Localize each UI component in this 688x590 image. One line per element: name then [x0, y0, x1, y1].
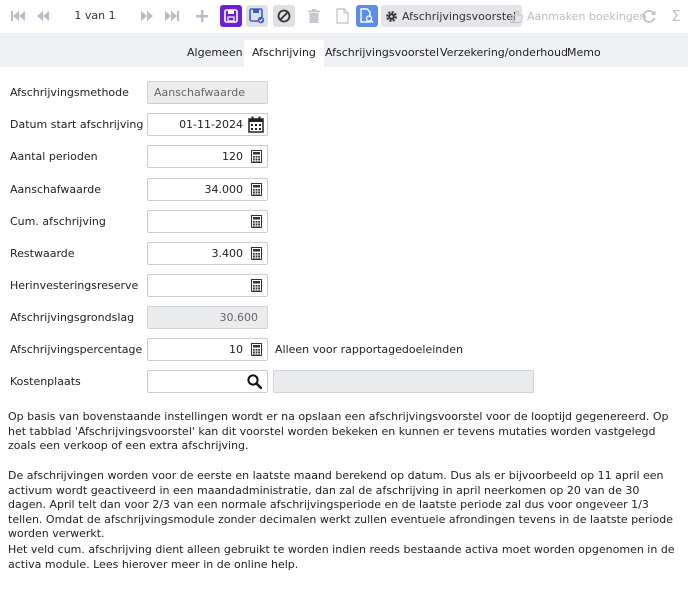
aanschafwaarde-value: 34.000: [204, 183, 243, 196]
kostenplaats-field[interactable]: [147, 370, 268, 393]
gear-icon: [385, 10, 398, 23]
kostenplaats-label: Kostenplaats: [10, 375, 81, 388]
cum-afschrijving-field[interactable]: [147, 210, 268, 233]
save-icon: [220, 5, 242, 27]
info-paragraph-1: Op basis van bovenstaande instellingen wordt er na opslaan een afschrijvingsvoorstel voor de looptijd gegenereerd. Op het tabblad 'Afschrijvingsvoorstel' kan dit voorstel worden bekeken en kunnen er tevens mutaties worden vastgelegd zoals een verkoop of een extra afschrijving.: [8, 410, 669, 453]
percentage-field[interactable]: [147, 338, 268, 361]
methode-label: Afschrijvingsmethode: [10, 86, 129, 99]
document-search-icon: [356, 5, 378, 27]
tab-bar: [0, 33, 688, 67]
herinvesteringsreserve-field[interactable]: [147, 274, 268, 297]
calculator-icon[interactable]: [251, 215, 262, 231]
afschrijvingsvoorstel-label: Afschrijvingsvoorstel: [402, 9, 517, 23]
percentage-note: Alleen voor rapportagedoeleinden: [275, 343, 463, 356]
record-pager: 1 van 1: [74, 9, 116, 22]
aantal-perioden-label: Aantal perioden: [10, 150, 98, 163]
cancel-button[interactable]: [273, 4, 295, 28]
info-paragraph-2: De afschrijvingen worden voor de eerste en laatste maand berekend op datum. Dus als er bijvoorbeeld op 11 april een activum wordt geactiveerd in een maandadministratie, dan zal de afschrijving in april neerkomen op 20 van de 30 dagen. April telt dan voor 2/3 van een normale afschrijvingsperiode en de laatste periode zal dus voor ongeveer 1/3 tellen. Omdat de afschrijvingsmodule zonder decimalen werkt zullen eventuele afrondingen tevens in de laatste periode worden verwerkt.: [8, 469, 673, 541]
document-search-button[interactable]: [356, 4, 378, 28]
add-icon[interactable]: [192, 4, 212, 28]
calculator-icon[interactable]: [251, 343, 262, 359]
toolbar: [0, 0, 688, 32]
calendar-icon[interactable]: [248, 116, 264, 136]
delete-icon[interactable]: [305, 4, 323, 28]
last-record-icon[interactable]: [162, 4, 182, 28]
tab-algemeen[interactable]: Algemeen: [187, 46, 243, 59]
calculator-icon[interactable]: [251, 247, 262, 263]
first-record-icon[interactable]: [8, 4, 28, 28]
grondslag-value: 30.600: [219, 311, 258, 324]
save-close-button[interactable]: [246, 4, 268, 28]
save-button[interactable]: [220, 4, 242, 28]
previous-record-icon[interactable]: [34, 4, 52, 28]
aantal-perioden-value: 120: [222, 150, 243, 163]
methode-value: Aanschafwaarde: [154, 86, 245, 99]
aanmaken-boekingen-label: Aanmaken boekingen: [527, 9, 647, 23]
refresh-icon[interactable]: [640, 4, 658, 28]
cancel-icon: [273, 5, 295, 27]
calculator-icon[interactable]: [251, 279, 262, 295]
search-icon[interactable]: [247, 374, 262, 392]
grondslag-label: Afschrijvingsgrondslag: [10, 311, 135, 324]
tab-afschrijvingsvoorstel[interactable]: Afschrijvingsvoorstel: [325, 46, 440, 59]
datum-start-field[interactable]: [147, 113, 268, 136]
sum-icon[interactable]: Σ: [671, 7, 681, 25]
percentage-label: Afschrijvingspercentage: [10, 343, 143, 356]
methode-field[interactable]: [147, 81, 268, 104]
herinvesteringsreserve-label: Herinvesteringsreserve: [10, 279, 139, 292]
restwaarde-value: 3.400: [211, 247, 243, 260]
calculator-icon[interactable]: [251, 183, 262, 199]
kostenplaats-description: [273, 370, 534, 393]
restwaarde-label: Restwaarde: [10, 247, 75, 260]
cum-afschrijving-label: Cum. afschrijving: [10, 215, 106, 228]
restwaarde-field[interactable]: [147, 242, 268, 265]
aantal-perioden-field[interactable]: [147, 145, 268, 168]
tab-afschrijving[interactable]: Afschrijving: [244, 40, 324, 67]
next-record-icon[interactable]: [138, 4, 156, 28]
info-paragraph-3: Het veld cum. afschrijving dient alleen gebruikt te worden indien reeds bestaande activa moet worden opgenomen in de activa module. Lees hierover meer in de online help.: [8, 543, 675, 571]
calculator-icon[interactable]: [251, 150, 262, 166]
afschrijvingsvoorstel-button[interactable]: [381, 5, 522, 27]
aanschafwaarde-field[interactable]: [147, 178, 268, 201]
document-icon[interactable]: [333, 4, 351, 28]
percentage-value: 10: [229, 343, 243, 356]
thumbs-up-icon: [510, 10, 523, 23]
save-close-icon: [246, 5, 268, 27]
datum-start-value: 01-11-2024: [179, 118, 243, 131]
grondslag-field: [147, 306, 268, 329]
tab-verzekering-onderhoud[interactable]: Verzekering/onderhoud: [440, 46, 568, 59]
aanmaken-boekingen-button[interactable]: [510, 4, 647, 28]
aanschafwaarde-label: Aanschafwaarde: [10, 183, 101, 196]
tab-memo[interactable]: Memo: [567, 46, 601, 59]
datum-start-label: Datum start afschrijving: [10, 118, 144, 131]
